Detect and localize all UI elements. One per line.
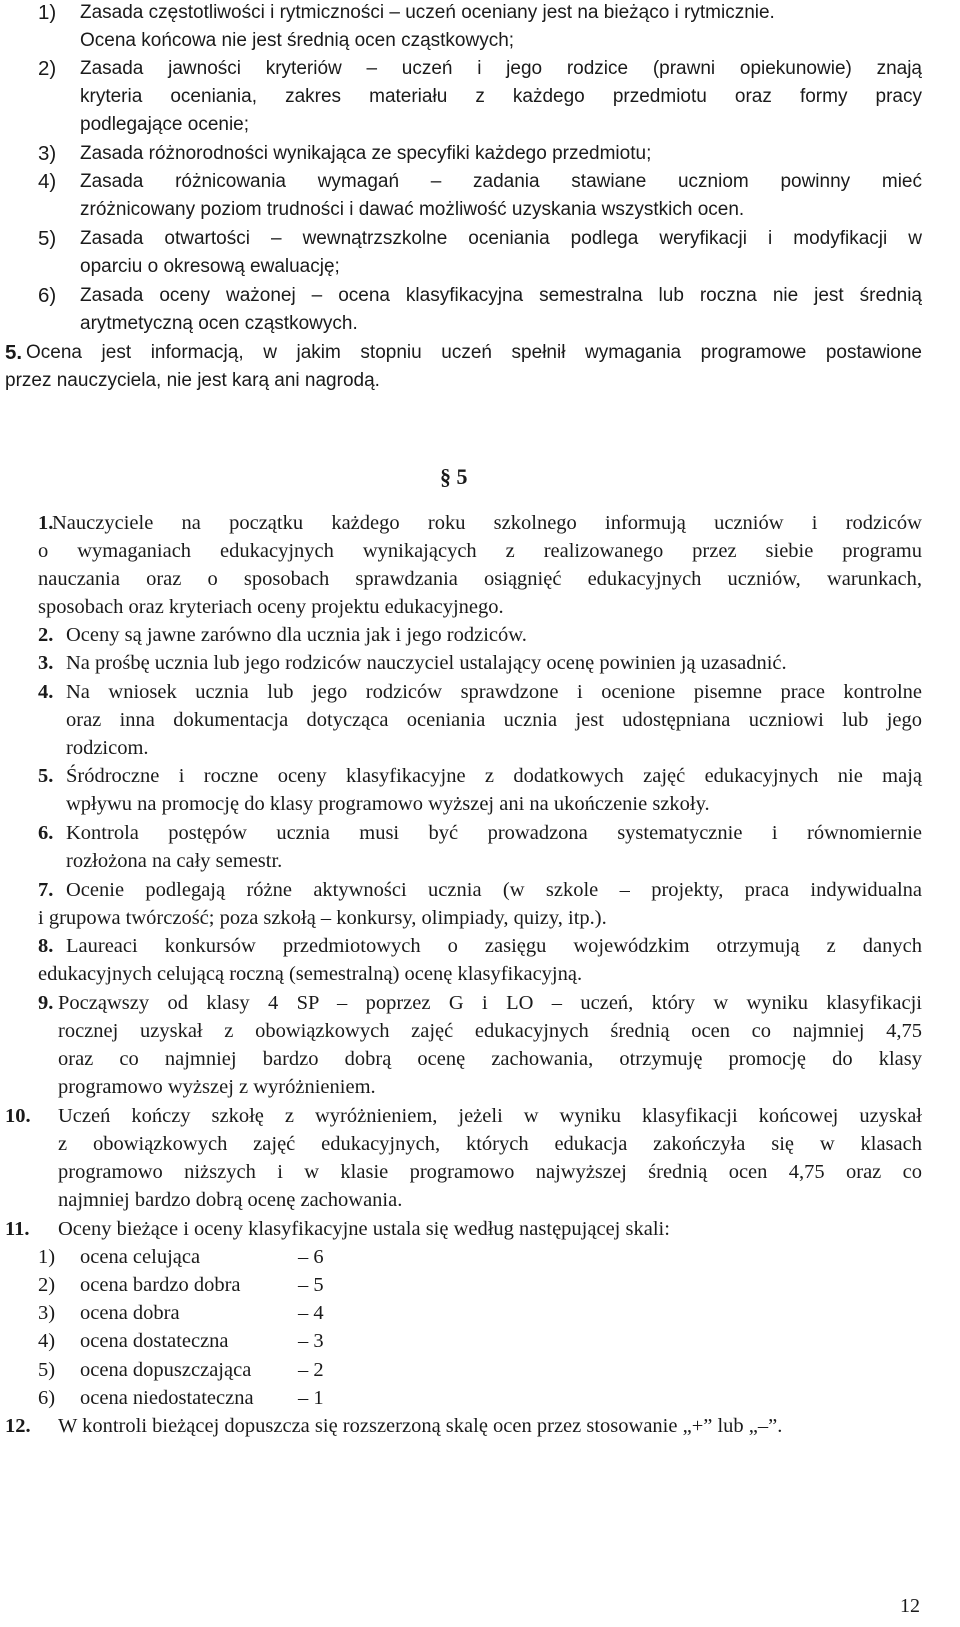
principle-line: Zasada różnorodności wynikająca ze specyfiki każdego przedmiotu; xyxy=(80,143,652,164)
grade-name: ocena bardzo dobra xyxy=(80,1274,241,1296)
principle-line: kryteria oceniania, zakres materiału z każdego przedmiotu oraz formy pracy xyxy=(80,86,922,107)
grade-value: – 1 xyxy=(298,1387,324,1409)
paragraph-line: Uczeń kończy szkołę z wyróżnieniem, jeżeli w wyniku klasyfikacji końcowej uzyskał xyxy=(58,1105,922,1127)
grade-number: 6) xyxy=(38,1387,56,1409)
principle-line: oparciu o okresową ewaluację; xyxy=(80,256,340,277)
paragraph-line: Na wniosek ucznia lub jego rodziców sprawdzone i ocenione pisemne prace kontrolne xyxy=(66,681,922,703)
paragraph-line: Laureaci konkursów przedmiotowych o zasięgu wojewódzkim otrzymują z danych xyxy=(66,935,922,957)
paragraph-line: z obowiązkowych zajęć edukacyjnych, których edukacja zakończyła się w klasach xyxy=(58,1133,922,1155)
paragraph-line: W kontroli bieżącej dopuszcza się rozszerzoną skalę ocen przez stosowanie „+” lub „–”. xyxy=(58,1415,783,1437)
paragraph-line: Oceny są jawne zarówno dla ucznia jak i jego rodziców. xyxy=(66,624,527,646)
principle-number: 1) xyxy=(38,1,57,24)
paragraph-line: nauczania oraz o sposobach sprawdzania osiągnięć edukacyjnych uczniów, warunkach, xyxy=(38,568,922,590)
principle-line: podlegające ocenie; xyxy=(80,114,250,135)
grade-number: 1) xyxy=(38,1246,56,1268)
paragraph-line: rozłożona na cały semestr. xyxy=(66,850,283,872)
paragraph-line: o wymaganiach edukacyjnych wynikających z realizowanego przez siebie programu xyxy=(38,540,922,562)
paragraph-line: i grupowa twórczość; poza szkołą – konkursy, olimpiady, quizy, itp.). xyxy=(38,907,607,929)
paragraph-number: 4. xyxy=(38,681,54,703)
grade-value: – 2 xyxy=(298,1359,324,1381)
paragraph-line: rocznej uzyskał z obowiązkowych zajęć edukacyjnych średnią ocen co najmniej 4,75 xyxy=(58,1020,922,1042)
principle-number: 5) xyxy=(38,227,57,250)
paragraph-line: wpływu na promocję do klasy programowo wyższej ani na ukończenie szkoły. xyxy=(66,793,710,815)
paragraph-number: 8. xyxy=(38,935,54,957)
section-heading: § 5 xyxy=(440,464,468,489)
paragraph-line: oraz inna dokumentacja dotycząca oceniania ucznia jest udostępniana uczniowi lub jego xyxy=(66,709,922,731)
paragraph-number: 3. xyxy=(38,652,54,674)
paragraph-line: Począwszy od klasy 4 SP – poprzez G i LO – uczeń, który w wyniku klasyfikacji xyxy=(58,992,922,1014)
principle-number: 2) xyxy=(38,57,57,80)
paragraph-line: edukacyjnych celującą roczną (semestralną) ocenę klasyfikacyjną. xyxy=(38,963,583,985)
paragraph-number: 7. xyxy=(38,879,54,901)
paragraph-line: Nauczyciele na początku każdego roku szkolnego informują uczniów i rodziców xyxy=(52,512,922,534)
point-number: 5. xyxy=(5,341,23,364)
paragraph-number: 1. xyxy=(38,512,54,534)
principle-number: 4) xyxy=(38,170,57,193)
paragraph-line: Ocenie podlegają różne aktywności ucznia (w szkole – projekty, praca indywidualna xyxy=(66,879,922,901)
point-line: Ocena jest informacją, w jakim stopniu uczeń spełnił wymagania programowe postawione xyxy=(26,342,922,363)
paragraph-line: Oceny bieżące i oceny klasyfikacyjne ustala się według następującej skali: xyxy=(58,1218,670,1240)
paragraph-line: Na prośbę ucznia lub jego rodziców nauczyciel ustalający ocenę powinien ją uzasadnić. xyxy=(66,652,787,674)
grade-name: ocena dopuszczająca xyxy=(80,1359,252,1381)
grade-name: ocena niedostateczna xyxy=(80,1387,254,1409)
principle-line: Zasada jawności kryteriów – uczeń i jego rodzice (prawni opiekunowie) znają xyxy=(80,58,922,79)
principle-line: Zasada różnicowania wymagań – zadania stawiane uczniom powinny mieć xyxy=(80,171,922,192)
paragraph-line: sposobach oraz kryteriach oceny projektu edukacyjnego. xyxy=(38,596,504,618)
principle-line: Zasada częstotliwości i rytmiczności – uczeń oceniany jest na bieżąco i rytmicznie. xyxy=(80,2,775,23)
paragraph-line: rodzicom. xyxy=(66,737,149,759)
grade-name: ocena dostateczna xyxy=(80,1330,229,1352)
grade-name: ocena celująca xyxy=(80,1246,201,1268)
grade-number: 2) xyxy=(38,1274,56,1296)
paragraph-number: 11. xyxy=(5,1218,30,1240)
paragraph-line: programowo niższych i w klasie programowo najwyższej średnią ocen 4,75 oraz co xyxy=(58,1161,922,1183)
paragraph-number: 12. xyxy=(5,1415,31,1437)
principle-line: zróżnicowany poziom trudności i dawać możliwość uzyskania wszystkich ocen. xyxy=(80,199,745,220)
principle-number: 3) xyxy=(38,142,57,165)
paragraph-number: 5. xyxy=(38,765,54,787)
point-line: przez nauczyciela, nie jest karą ani nagrodą. xyxy=(5,370,380,391)
grade-number: 5) xyxy=(38,1359,56,1381)
paragraph-line: najmniej bardzo dobrą ocenę zachowania. xyxy=(58,1189,403,1211)
paragraph-line: Śródroczne i roczne oceny klasyfikacyjne z dodatkowych zajęć edukacyjnych nie mają xyxy=(66,765,922,787)
paragraph-line: Kontrola postępów ucznia musi być prowadzona systematycznie i równomiernie xyxy=(66,822,922,844)
paragraph-line: programowo wyższej z wyróżnieniem. xyxy=(58,1076,376,1098)
grade-value: – 6 xyxy=(298,1246,324,1268)
grade-number: 4) xyxy=(38,1330,56,1352)
principle-line: Zasada oceny ważonej – ocena klasyfikacyjna semestralna lub roczna nie jest średnią xyxy=(80,285,922,306)
grade-number: 3) xyxy=(38,1302,56,1324)
principle-line: Ocena końcowa nie jest średnią ocen cząstkowych; xyxy=(80,30,515,51)
principle-line: arytmetyczną ocen cząstkowych. xyxy=(80,313,358,334)
paragraph-number: 6. xyxy=(38,822,54,844)
paragraph-number: 10. xyxy=(5,1105,31,1127)
grade-value: – 3 xyxy=(298,1330,324,1352)
page-number: 12 xyxy=(900,1595,920,1617)
principle-line: Zasada otwartości – wewnątrzszkolne oceniania podlega weryfikacji i modyfikacji w xyxy=(80,228,922,249)
paragraph-number: 2. xyxy=(38,624,54,646)
paragraph-line: oraz co najmniej bardzo dobrą ocenę zachowania, otrzymuję promocję do klasy xyxy=(58,1048,922,1070)
grade-name: ocena dobra xyxy=(80,1302,180,1324)
principle-number: 6) xyxy=(38,284,57,307)
grade-value: – 4 xyxy=(298,1302,324,1324)
grade-value: – 5 xyxy=(298,1274,324,1296)
paragraph-number: 9. xyxy=(38,992,54,1014)
